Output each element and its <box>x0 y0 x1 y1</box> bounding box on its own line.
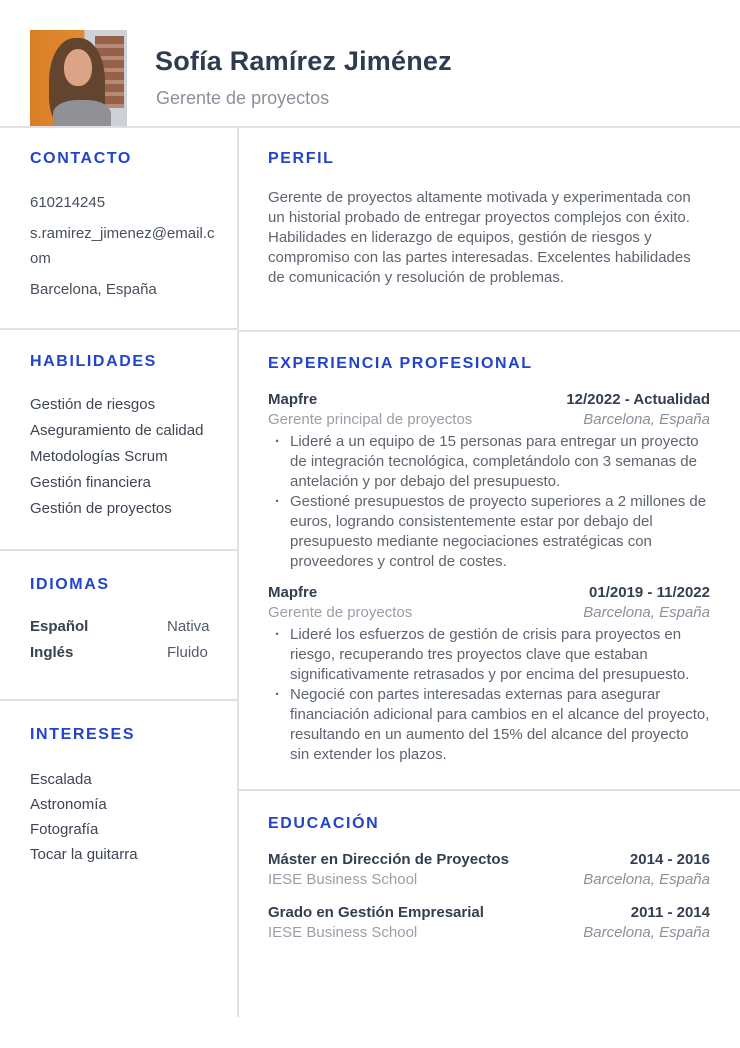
contact-heading: CONTACTO <box>30 150 132 167</box>
sidebar-divider-contact <box>0 328 237 330</box>
language-row <box>30 640 218 666</box>
experience-heading: EXPERIENCIA PROFESIONAL <box>268 355 533 372</box>
interests-heading: INTERESES <box>30 726 136 743</box>
skill-item: Metodologías Scrum <box>30 448 168 465</box>
language-level: Nativa <box>167 618 210 635</box>
skills-section <box>30 353 218 522</box>
education-section <box>268 815 710 943</box>
job-bullet: · Lideré a un equipo de 15 personas para entregar un proyecto de integración tecnológica, completándolo con 3 semanas de antelación y por debajo del presupuesto. <box>268 432 710 492</box>
job-company: Mapfre <box>268 584 318 601</box>
education-entry <box>268 849 710 890</box>
interest-item: Escalada <box>30 771 92 788</box>
education-location: Barcelona, España <box>583 924 710 941</box>
languages-section <box>30 576 218 666</box>
interest-item: Fotografía <box>30 821 99 838</box>
job-location: Barcelona, España <box>583 411 710 428</box>
job-dates: 12/2022 - Actualidad <box>566 391 710 408</box>
contact-location: Barcelona, España <box>30 281 157 298</box>
education-location: Barcelona, España <box>583 871 710 888</box>
job-location: Barcelona, España <box>583 604 710 621</box>
contact-phone: 610214245 <box>30 194 106 211</box>
sidebar-divider-languages <box>0 699 237 701</box>
interest-item: Tocar la guitarra <box>30 846 138 863</box>
contact-section <box>30 150 218 308</box>
language-level: Fluido <box>167 644 208 661</box>
skills-heading: HABILIDADES <box>30 353 157 370</box>
main-divider-experience <box>239 789 740 791</box>
job-bullet: · Lideré los esfuerzos de gestión de crisis para proyectos en riesgo, recuperando tres proyectos clave que estaban significativamente retrasados y por encima del presupuesto. <box>268 625 710 685</box>
photo-person-face <box>64 49 92 86</box>
language-name: Español <box>30 618 89 635</box>
job-company: Mapfre <box>268 391 318 408</box>
experience-section <box>268 355 710 765</box>
skill-item: Gestión de riesgos <box>30 396 156 413</box>
candidate-job-title: Gerente de proyectos <box>156 88 330 108</box>
education-heading: EDUCACIÓN <box>268 815 380 832</box>
contact-email: s.ramirez_jimenez@email.com <box>30 225 215 267</box>
job-role: Gerente principal de proyectos <box>268 411 473 428</box>
sidebar-divider-skills <box>0 549 237 551</box>
education-degree: Grado en Gestión Empresarial <box>268 904 484 921</box>
language-name: Inglés <box>30 644 74 661</box>
main-divider-profile <box>239 330 740 332</box>
education-degree: Máster en Dirección de Proyectos <box>268 851 509 868</box>
profile-heading: PERFIL <box>268 150 335 167</box>
column-divider <box>237 127 239 1017</box>
interest-item: Astronomía <box>30 796 107 813</box>
job-bullet: · Gestioné presupuestos de proyecto superiores a 2 millones de euros, logrando consistentemente estar por debajo del presupuesto mediante negociaciones estratégicas con proveedores y control de costes. <box>268 492 710 572</box>
skill-item: Gestión de proyectos <box>30 500 172 517</box>
skill-item: Aseguramiento de calidad <box>30 422 204 439</box>
education-dates: 2011 - 2014 <box>630 904 710 921</box>
education-dates: 2014 - 2016 <box>629 851 710 868</box>
language-row <box>30 614 218 640</box>
education-school: IESE Business School <box>268 871 418 888</box>
interests-section <box>30 726 218 867</box>
education-school: IESE Business School <box>268 924 418 941</box>
photo-person-blazer <box>53 100 111 127</box>
header-divider <box>0 126 740 128</box>
job-dates: 01/2019 - 11/2022 <box>589 584 710 601</box>
languages-heading: IDIOMAS <box>30 576 110 593</box>
experience-entry <box>268 389 710 572</box>
job-role: Gerente de proyectos <box>268 604 413 621</box>
profile-photo <box>30 30 127 127</box>
job-bullet: · Negocié con partes interesadas externas para asegurar financiación adicional para cambios en el alcance del proyecto, resultando en un aumento del 15% del alcance del proyecto sin extender los plazos. <box>268 685 710 765</box>
profile-section <box>268 150 710 288</box>
skill-item: Gestión financiera <box>30 474 151 491</box>
experience-entry <box>268 582 710 765</box>
candidate-name: Sofía Ramírez Jiménez <box>155 46 452 76</box>
education-entry <box>268 902 710 943</box>
profile-summary: Gerente de proyectos altamente motivada y experimentada con un historial probado de entregar proyectos complejos con éxito. Habilidades en liderazgo de equipos, gestión de riesgos y compromiso con las partes interesadas. Excelentes habilidades de comunicación y resolución de problemas. <box>268 189 691 286</box>
